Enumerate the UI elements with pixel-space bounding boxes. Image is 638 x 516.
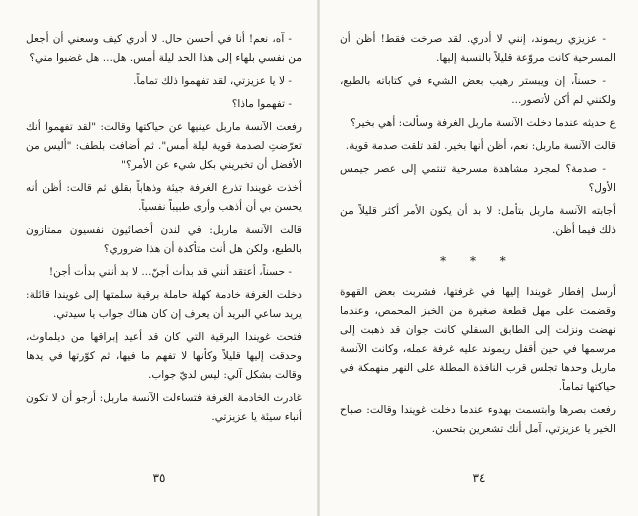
left-paragraph-4: رفعت الآنسة ماربل عينيها عن حياكتها وقالت: "لقد تفهموا أنك تعرّضتِ لصدمة قوية ليلة أمس". ثم أضافت بلطف: "أليس من الأفضل أن تخبريني بكل شيء عن الأمر؟" <box>26 121 302 171</box>
left-paragraph-3: - تفهموا ماذا؟ <box>231 98 292 110</box>
right-paragraph-6: أجابته الآنسة ماربل بتأمل: لا بد أن يكون الأمر أكثر قليلاً من ذلك فيما أظن. <box>340 205 616 236</box>
right-paragraph-5: - صدمة؟ لمجرد مشاهدة مسرحية تنتمي إلى عصر جيمس الأول؟ <box>340 163 616 194</box>
right-paragraph-7: أرسل إفطار غويندا إليها في غرفتها، فشربت بعض القهوة وقضمت على مهل قطعة صغيرة من الخبز المحمص، وعندما نهضت ونزلت إلى الطابق السفلي كانت جوان قد ذهبت إلى مرسمها في حين أقفل ريموند عليه غرفة عمله، وكانت الآنسة ماربل وحدها تجلس قرب النافذة المطلة على النهر منهمكة في حياكتها تماماً. <box>340 286 616 393</box>
page-number-left: ٣٥ <box>152 471 166 485</box>
left-paragraph-7: - حسناً، أعتقد أنني قد بدأت أجنّ... لا بد أنني بدأت أجن! <box>48 266 292 278</box>
right-paragraph-8: رفعت بصرها وابتسمت بهدوء عندما دخلت غويندا وقالت: صباح الخير يا عزيزتي، آمل أنك تشعرين بتحسن. <box>340 404 616 435</box>
left-paragraph-8: دخلت الغرفة خادمة كهلة حاملة برقية سلمتها إلى غويندا قائلة: يريد ساعي البريد أن يعرف إن كان هناك جواب يا سيدتي. <box>26 289 302 320</box>
right-page <box>320 0 638 516</box>
right-paragraph-3: ع حديثه عندما دخلت الآنسة ماربل الغرفة وسألت: أهي بخير؟ <box>350 117 616 129</box>
left-paragraph-9: فتحت غويندا البرقية التي كان قد أعيد إبراقها من ديلماوث، وحدقت إليها قليلاً وكأنها لا تفهم ما فيها، ثم كوّرتها في يدها وقالت بشكل آلي: ليس لديّ جواب. <box>26 331 302 381</box>
right-paragraph-2: - حسناً، إن ويبستر رهيب بعض الشيء في كتاباته بالطبع، ولكنني لم أكن لأتصور... <box>340 75 616 106</box>
left-paragraph-10: غادرت الخادمة الغرفة فتساءلت الآنسة ماربل: أرجو أن لا تكون أنباء سيئة يا عزيزتي. <box>26 392 302 423</box>
left-paragraph-1: - آه، نعم! أنا في أحسن حال. لا أدري كيف وسعني أن أجعل من نفسي بلهاء إلى هذا الحد ليلة أمس. هل... هل غضبوا مني؟ <box>26 33 302 64</box>
left-paragraph-5: أخذت غويندا تذرع الغرفة جيئة وذهاباً بقلق ثم قالت: أظن أنه يحسن بي أن أذهب وأرى طبيباً نفسياً. <box>26 182 302 213</box>
right-paragraph-4: قالت الآنسة ماربل: نعم، أظن أنها بخير. لقد تلقت صدمة قوية. <box>345 140 616 152</box>
left-page <box>0 0 318 516</box>
left-paragraph-6: قالت الآنسة ماربل: في لندن أخصائيون نفسيون ممتازون بالطبع، ولكن هل أنت متأكدة أن هذا ضروري؟ <box>26 224 302 255</box>
left-paragraph-2: - لا يا عزيزتي، لقد تفهموا ذلك تماماً. <box>133 75 292 87</box>
page-number-right: ٣٤ <box>472 471 486 485</box>
right-paragraph-1: - عزيزي ريموند، إنني لا أدري. لقد صرخت فقط! أظن أن المسرحية كانت مروّعة قليلاً بالنسبة إليها. <box>340 33 616 64</box>
section-separator: * * * <box>440 254 516 268</box>
